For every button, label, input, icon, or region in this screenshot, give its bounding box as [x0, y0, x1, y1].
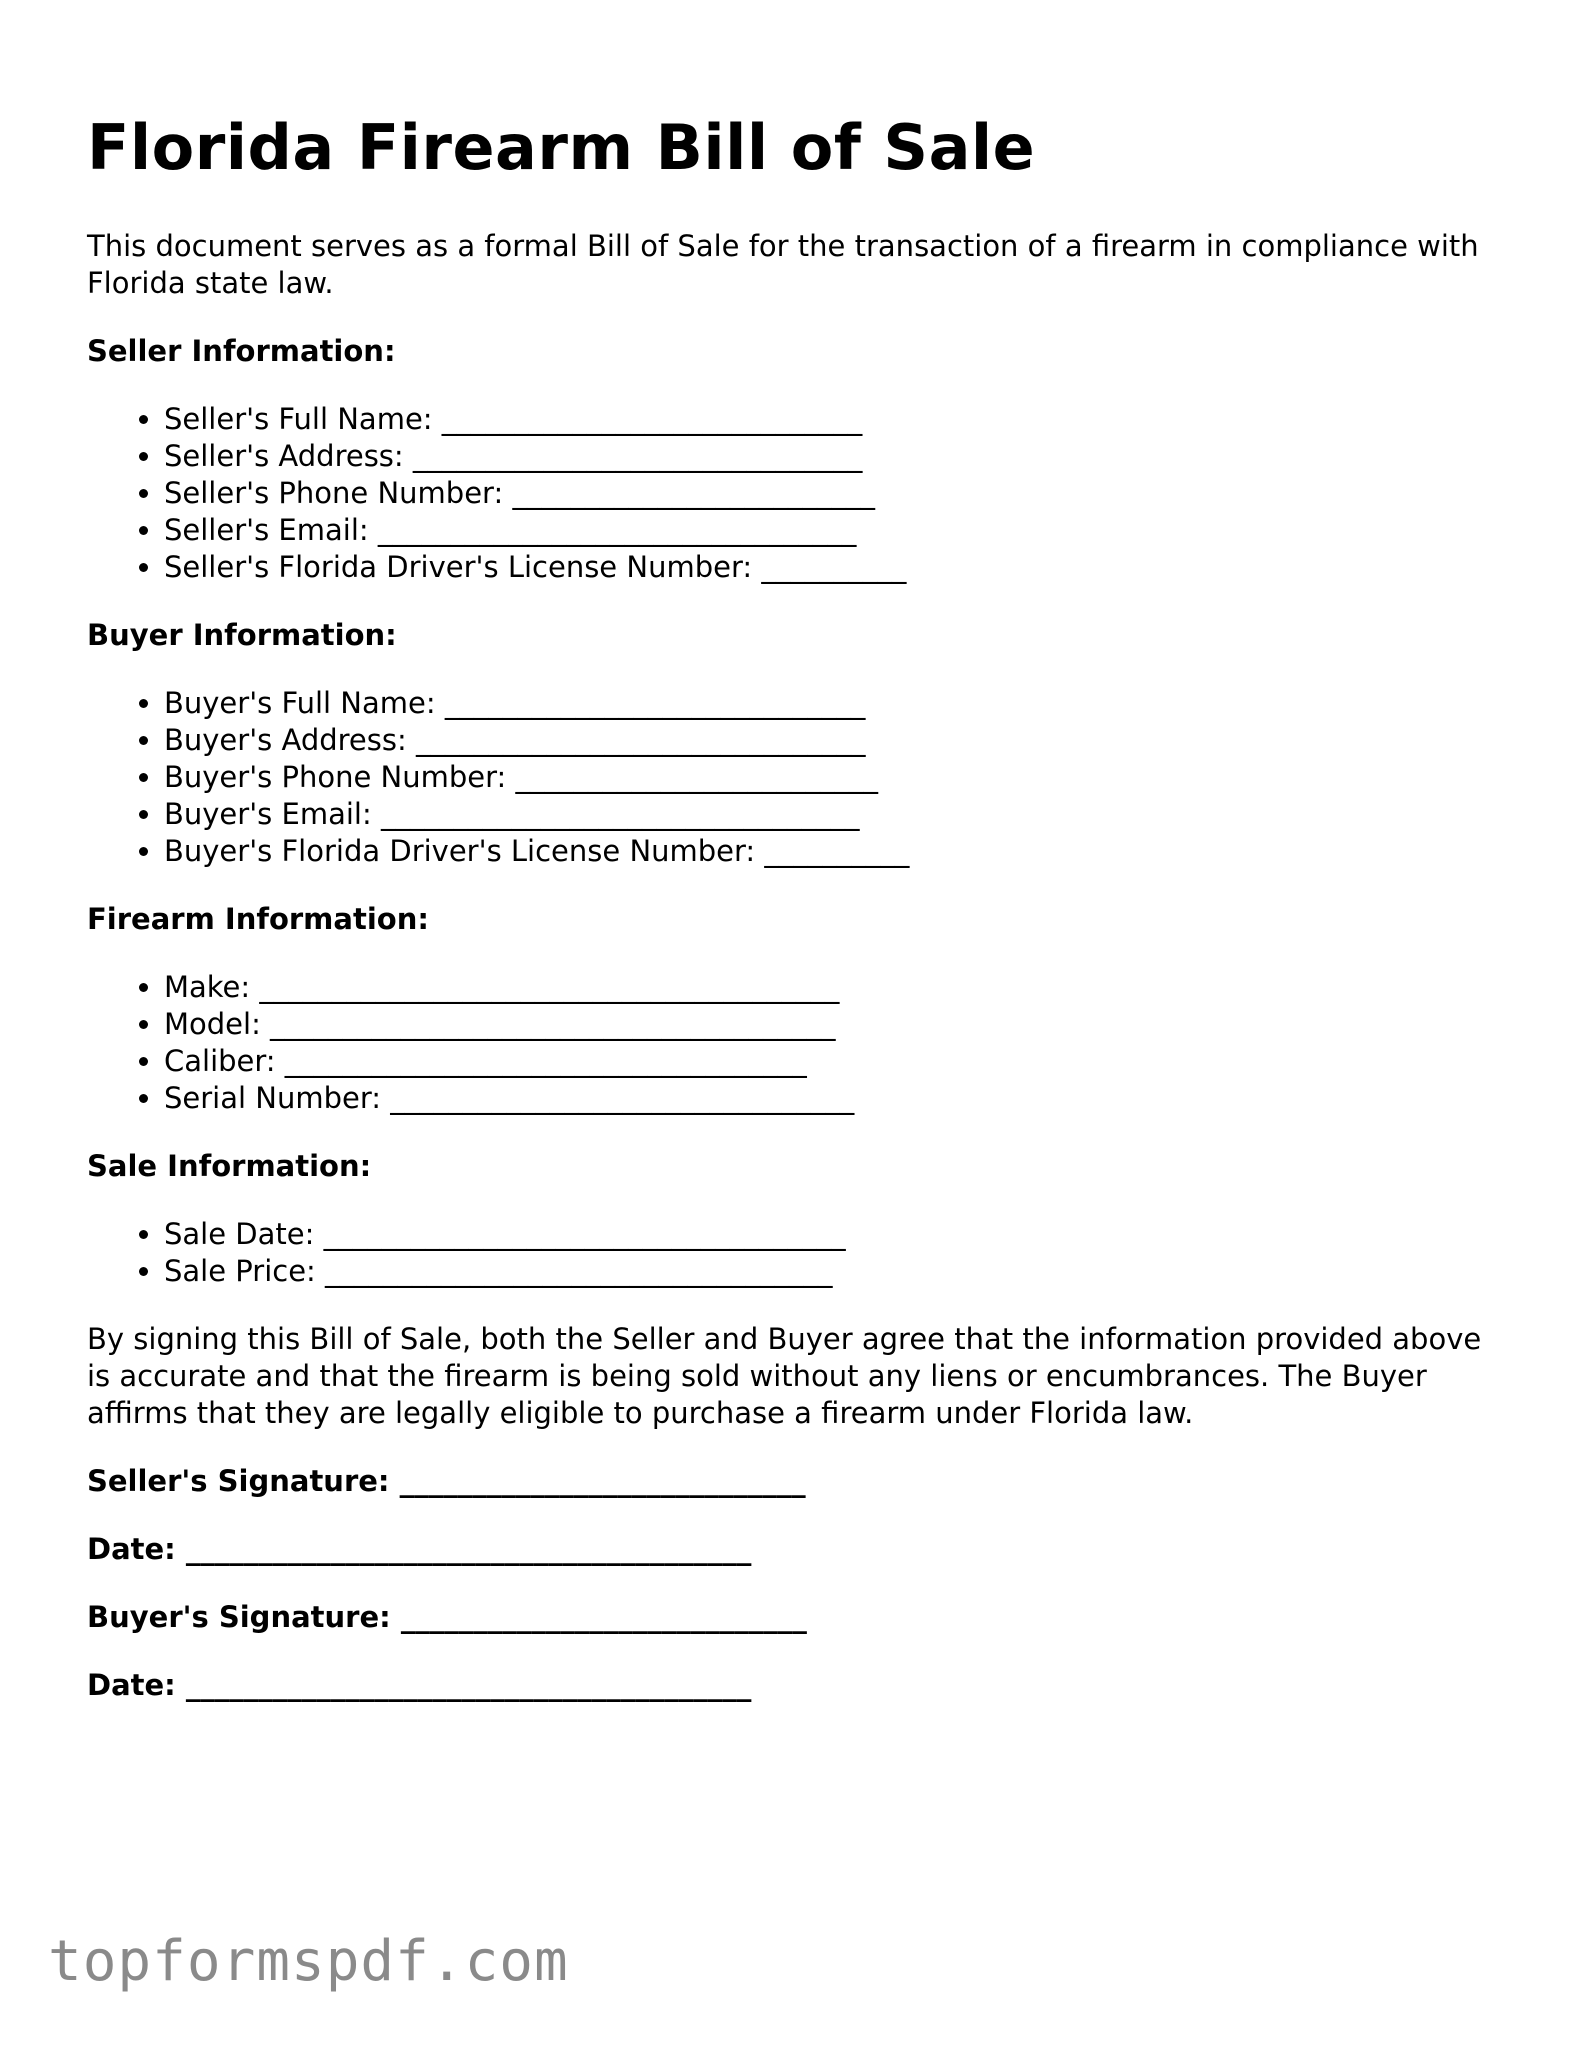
buyer-date-line: Date: _______________________________________ — [87, 1668, 752, 1702]
buyer-email-field: • Buyer's Email: _________________________________ — [164, 796, 1507, 833]
seller-date-line: Date: _______________________________________ — [87, 1532, 752, 1566]
buyer-phone-field: • Buyer's Phone Number: _________________________ — [164, 759, 1507, 796]
sale-date-field: • Sale Date: ____________________________________ — [164, 1216, 1507, 1253]
buyer-address-field: • Buyer's Address: _______________________________ — [164, 722, 1507, 759]
document-page — [87, 110, 1507, 1735]
firearm-model-field: • Model: _______________________________________ — [164, 1006, 1507, 1043]
watermark: topformspdf.com — [48, 1929, 569, 1994]
agreement-paragraph: By signing this Bill of Sale, both the Seller and Buyer agree that the information provided above is accurate and that the firearm is being sold without any liens or encumbrances. The Buyer affirms that they are legally eligible to purchase a firearm under Florida law. — [87, 1322, 1482, 1430]
seller-license-field: • Seller's Florida Driver's License Number: __________ — [164, 549, 1507, 586]
buyer-license-field: • Buyer's Florida Driver's License Number: __________ — [164, 833, 1507, 870]
buyer-section-title: Buyer Information: — [87, 618, 397, 652]
seller-section-title: Seller Information: — [87, 334, 396, 368]
firearm-make-field: • Make: ________________________________________ — [164, 969, 1507, 1006]
buyer-info-list — [87, 685, 1507, 870]
firearm-section-title: Firearm Information: — [87, 902, 429, 936]
document-title: Florida Firearm Bill of Sale — [87, 111, 1036, 184]
seller-address-field: • Seller's Address: _______________________________ — [164, 438, 1507, 475]
buyer-full-name-field: • Buyer's Full Name: _____________________________ — [164, 685, 1507, 722]
intro-paragraph: This document serves as a formal Bill of Sale for the transaction of a firearm in compliance with Florida state law. — [87, 229, 1479, 300]
sale-section-title: Sale Information: — [87, 1149, 372, 1183]
seller-info-list — [87, 401, 1507, 586]
firearm-serial-field: • Serial Number: ________________________________ — [164, 1080, 1507, 1117]
seller-email-field: • Seller's Email: _________________________________ — [164, 512, 1507, 549]
buyer-signature-line: Buyer's Signature: ____________________________ — [87, 1600, 807, 1634]
seller-signature-line: Seller's Signature: ____________________________ — [87, 1464, 806, 1498]
sale-price-field: • Sale Price: ___________________________________ — [164, 1253, 1507, 1290]
seller-phone-field: • Seller's Phone Number: _________________________ — [164, 475, 1507, 512]
seller-full-name-field: • Seller's Full Name: _____________________________ — [164, 401, 1507, 438]
firearm-info-list — [87, 969, 1507, 1117]
firearm-caliber-field: • Caliber: ____________________________________ — [164, 1043, 1507, 1080]
sale-info-list — [87, 1216, 1507, 1290]
